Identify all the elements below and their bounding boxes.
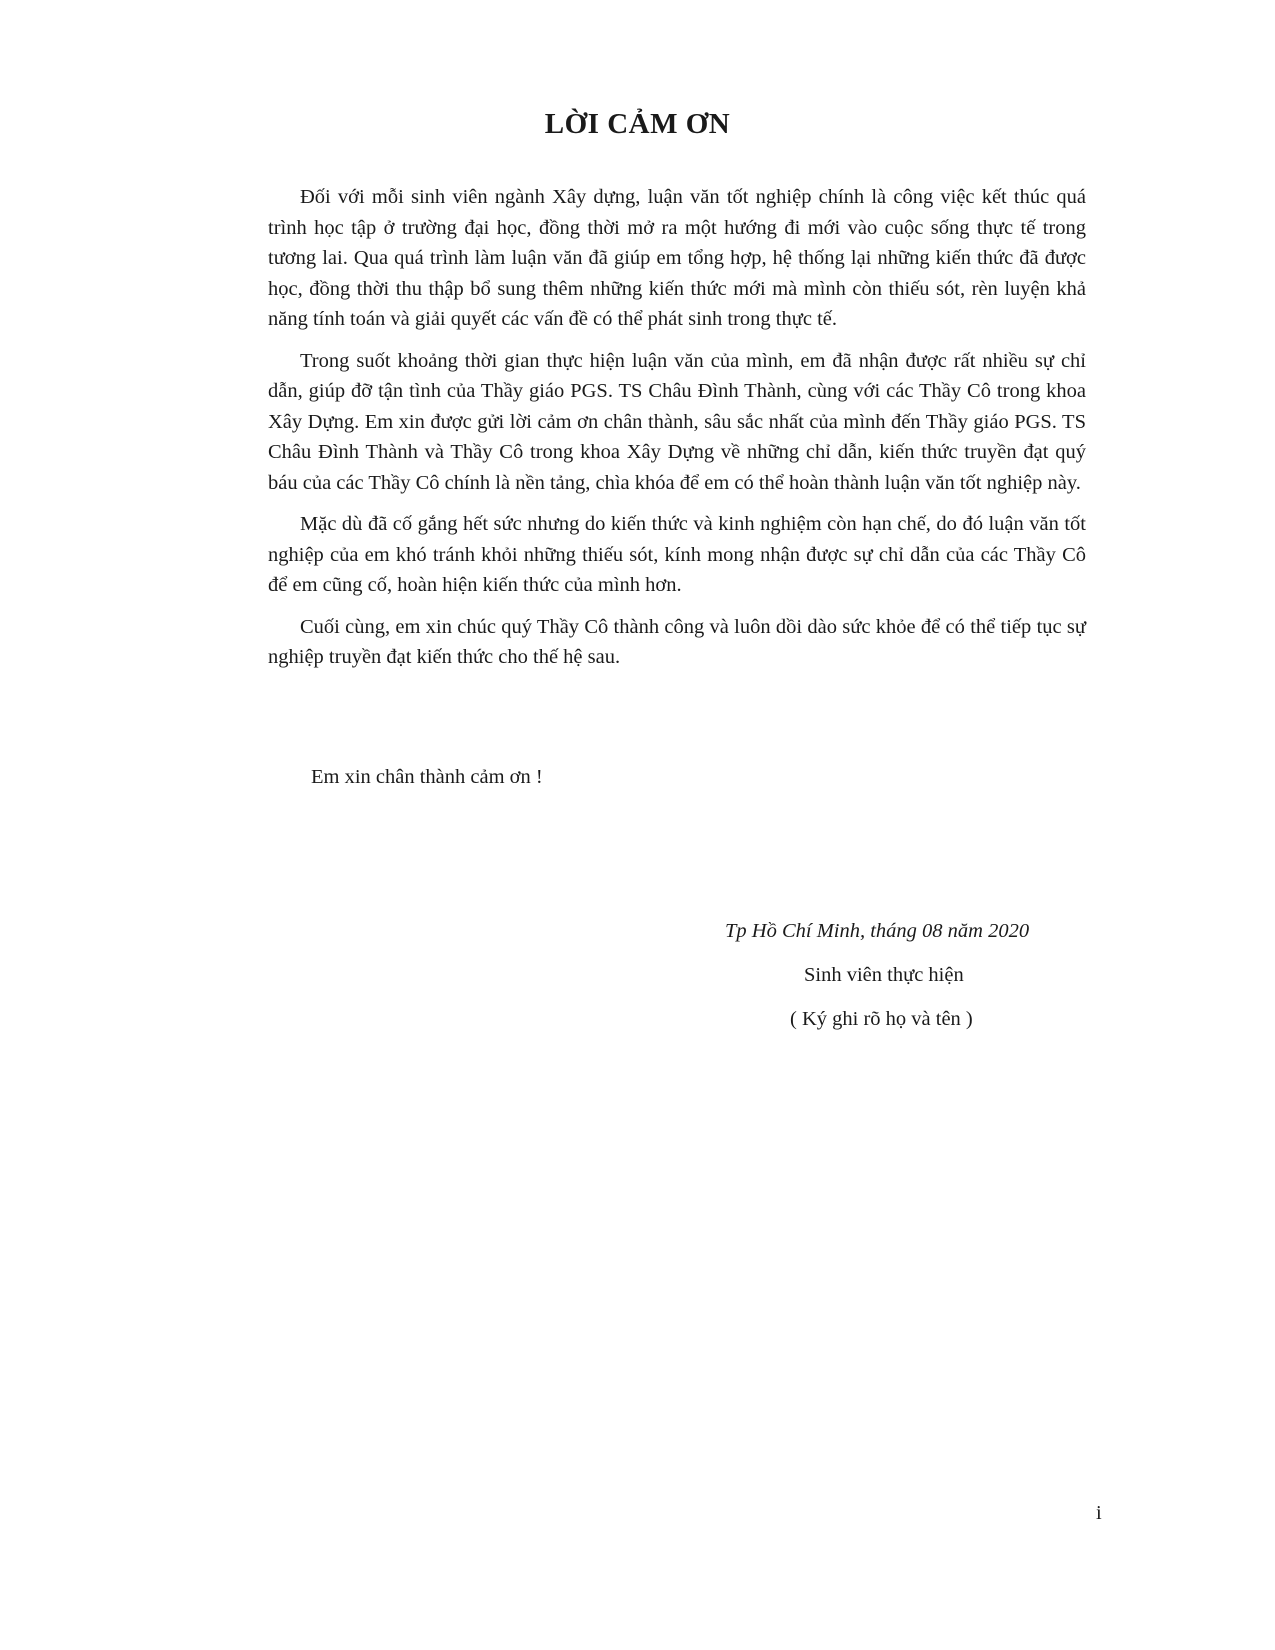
page-number: i — [1096, 1502, 1102, 1524]
signature-date: Tp Hồ Chí Minh, tháng 08 năm 2020 — [725, 920, 1030, 942]
acknowledgement-body — [268, 182, 1086, 684]
signature-note: ( Ký ghi rõ họ và tên ) — [790, 1008, 973, 1030]
closing-line: Em xin chân thành cảm ơn ! — [311, 766, 543, 788]
signature-role: Sinh viên thực hiện — [804, 964, 964, 986]
page-title: LỜI CẢM ƠN — [544, 108, 731, 140]
paragraph-4: Cuối cùng, em xin chúc quý Thầy Cô thành công và luôn dồi dào sức khỏe để có thể tiếp tục sự nghiệp truyền đạt kiến thức cho thế hệ sau. — [268, 615, 1086, 668]
paragraph-3: Mặc dù đã cố gắng hết sức nhưng do kiến thức và kinh nghiệm còn hạn chế, do đó luận văn tốt nghiệp của em khó tránh khỏi những thiếu sót, kính mong nhận được sự chỉ dẫn của các Thầy Cô để em cũng cố, hoàn hiện kiến thức của mình hơn. — [268, 513, 1086, 596]
paragraph-2: Trong suốt khoảng thời gian thực hiện luận văn của mình, em đã nhận được rất nhiều sự chỉ dẫn, giúp đỡ tận tình của Thầy giáo PGS. TS Châu Đình Thành, cùng với các Thầy Cô trong khoa Xây Dựng. Em xin được gửi lời cảm ơn chân thành, sâu sắc nhất của mình đến Thầy giáo PGS. TS Châu Đình Thành và Thầy Cô trong khoa Xây Dựng về những chỉ dẫn, kiến thức truyền đạt quý báu của các Thầy Cô chính là nền tảng, chìa khóa để em có thể hoàn thành luận văn tốt nghiệp này. — [268, 349, 1086, 494]
paragraph-1: Đối với mỗi sinh viên ngành Xây dựng, luận văn tốt nghiệp chính là công việc kết thúc quá trình học tập ở trường đại học, đồng thời mở ra một hướng đi mới vào cuộc sống thực tế trong tương lai. Qua quá trình làm luận văn đã giúp em tổng hợp, hệ thống lại những kiến thức đã được học, đồng thời thu thập bổ sung thêm những kiến thức mới mà mình còn thiếu sót, rèn luyện khả năng tính toán và giải quyết các vấn đề có thể phát sinh trong thực tế. — [268, 186, 1086, 330]
